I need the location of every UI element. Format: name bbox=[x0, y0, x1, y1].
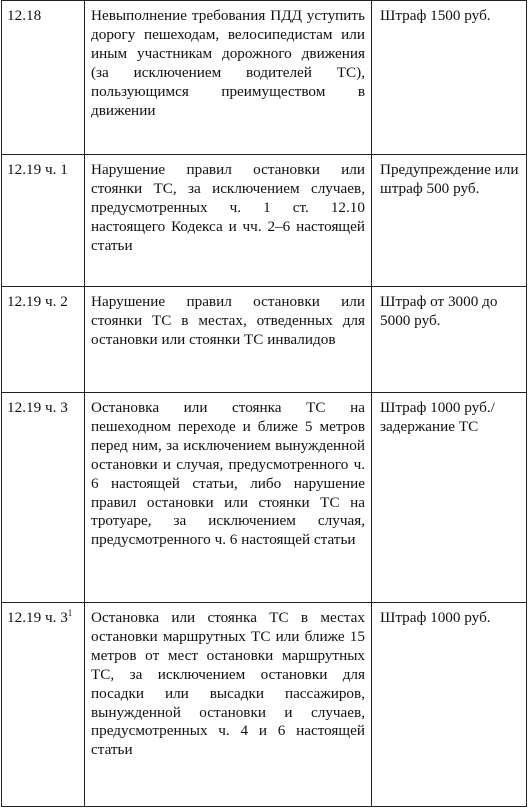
violation-description: Нарушение правил остановки или стоянки ТС в местах, отведенных для остановки или стоянки ТС инвалидов bbox=[85, 287, 372, 393]
violation-description: Остановка или стоянка ТС в местах остановки маршрутных ТС или ближе 15 метров от мест остановки маршрутных ТС, за исключением остановки для посадки или высадки пассажиров, вынужденной остановки и случаев, предусмотренных ч. 4 и 6 настоящей статьи bbox=[85, 603, 372, 807]
article-cell: 12.18 bbox=[2, 1, 85, 155]
violation-description: Остановка или стоянка ТС на пешеходном переходе и ближе 5 метров перед ним, за исключением вынужденной остановки и случая, предусмотренного ч. 6 настоящей статьи, либо нарушение правил остановки или стоянки ТС на тротуаре, за исключением случая, предусмотренного ч. 6 настоящей статьи bbox=[85, 393, 372, 603]
article-cell: 12.19 ч. 3 bbox=[2, 393, 85, 603]
penalty-cell: Штраф 1000 руб./ задержание ТС bbox=[372, 393, 527, 603]
violation-description: Нарушение правил остановки или стоянки ТС, за исключением случаев, предусмотренных ч. 1 ст. 12.10 настоящего Кодекса и чч. 2–6 настоящей статьи bbox=[85, 155, 372, 287]
violation-description: Невыполнение требования ПДД уступить дорогу пешеходам, велосипедистам или иным участникам дорожного движения (за исключением водителей ТС), пользующимся преимуществом в движении bbox=[85, 1, 372, 155]
table-row bbox=[2, 603, 527, 807]
table-row bbox=[2, 155, 527, 287]
fines-table bbox=[1, 0, 527, 807]
table-row bbox=[2, 393, 527, 603]
table-row bbox=[2, 287, 527, 393]
penalty-cell: Предупреждение или штраф 500 руб. bbox=[372, 155, 527, 287]
penalty-cell: Штраф 1000 руб. bbox=[372, 603, 527, 807]
article-cell bbox=[2, 603, 85, 807]
penalty-cell: Штраф от 3000 до 5000 руб. bbox=[372, 287, 527, 393]
article-superscript: 1 bbox=[67, 607, 73, 618]
penalty-cell: Штраф 1500 руб. bbox=[372, 1, 527, 155]
table-row bbox=[2, 1, 527, 155]
article-cell: 12.19 ч. 2 bbox=[2, 287, 85, 393]
article-number: 12.19 ч. 3 bbox=[7, 609, 68, 626]
article-cell: 12.19 ч. 1 bbox=[2, 155, 85, 287]
